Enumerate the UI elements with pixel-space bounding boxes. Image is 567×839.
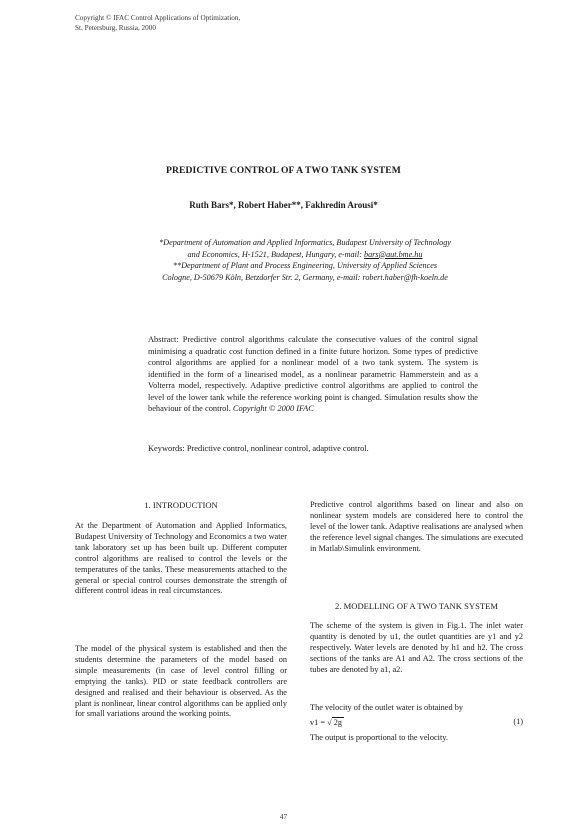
abstract-text: Abstract: Predictive control algorithms calculate the consecutive values of the control signal minimising a quadratic cost function defined in a finite future horizon. Some types of predictive control algorithms are applied for a nonlinear model of a two tank system. The system is identified in the form of a linearised model, as a nonlinear parametric Hammerstein and as a Volterra model, respectively. Adaptive predictive control algorithms are applied to control the level of the lower tank while the reference working point is changed. Simulation results show the behaviour of the control. [148,335,478,413]
abstract-copyright: Copyright © 2000 IFAC [232,404,314,413]
section-heading-modelling: 2. MODELLING OF A TWO TANK SYSTEM [335,601,498,611]
affiliation-line-4: Cologne, D-50679 Köln, Betzdorfer Str. 2, Germany, e-mail: robert.haber@fh-koeln.de [162,272,448,282]
affiliation-line-1: *Department of Automation and Applied Informatics, Budapest University of Technology [159,238,451,247]
author-list: Ruth Bars*, Robert Haber**, Fakhredin Arousi* [189,200,378,210]
page-number: 47 [279,812,288,821]
keywords: Keywords: Predictive control, nonlinear control, adaptive control. [148,444,369,453]
email-link-bars[interactable]: bars@aut.bme.hu [363,249,423,259]
affiliation-line-2 [105,249,505,261]
equation-1 [310,717,523,729]
paper-title: PREDICTIVE CONTROL OF A TWO TANK SYSTEM [166,165,401,176]
affiliation-line-2-text: and Economics, H-1521, Budapest, Hungary, e-mail: [187,249,364,259]
sqrt-symbol: √ [327,718,332,727]
header-line-1: Copyright © IFAC Control Applications of Optimization, [75,14,241,22]
copyright-header [75,13,240,33]
abstract [148,334,478,415]
intro-paragraph-1: At the Department of Automation and Applied Informatics, Budapest University of Technology and Economics a two water tank laboratory set up has been built up. Different computer control algorithms are realised to control the levels or the temperatures of the tanks. These measurements attached to the general or special control courses demonstrate the strength of different control ideas in real circumstances. [75,521,287,596]
equation-radicand: 2g [333,718,342,727]
modelling-paragraph-1: The scheme of the system is given in Fig.1. The inlet water quantity is denoted by u1, the outlet quantities are y1 and y2 respectively. Water levels are denoted by h1 and h2. The cross sections of the tanks are A1 and A2. The cross sections of the tubes are denoted by a1, a2. [310,621,523,674]
intro-paragraph-2: The model of the physical system is established and then the students determine the parameters of the model based on simple measurements (in case of level control filling or emptying the tanks). PID or state feedback controllers are designed and realised and their behaviour is observed. As the plant is nonlinear, linear control algorithms can be applied only for small variations around the working points. [75,644,287,719]
equation-lhs: v1 = [310,718,328,727]
header-line-2: St. Petersburg, Russia, 2000 [75,24,156,32]
equation-expression [310,717,344,728]
section-heading-introduction: 1. INTRODUCTION [144,500,218,510]
modelling-paragraph-3: The output is proportional to the velocity. [310,733,448,742]
right-paragraph-1: Predictive control algorithms based on linear and also on nonlinear system models are considered here to control the level of the lower tank. Adaptive realisations are analysed when the reference level signal changes. The simulations are executed in Matlab\Simulink environment. [310,500,523,553]
affiliations [105,237,505,283]
equation-number: (1) [513,717,523,726]
modelling-paragraph-2: The velocity of the outlet water is obtained by [310,703,463,712]
affiliation-line-3: **Department of Plant and Process Engineering, University of Applied Sciences [172,261,438,270]
